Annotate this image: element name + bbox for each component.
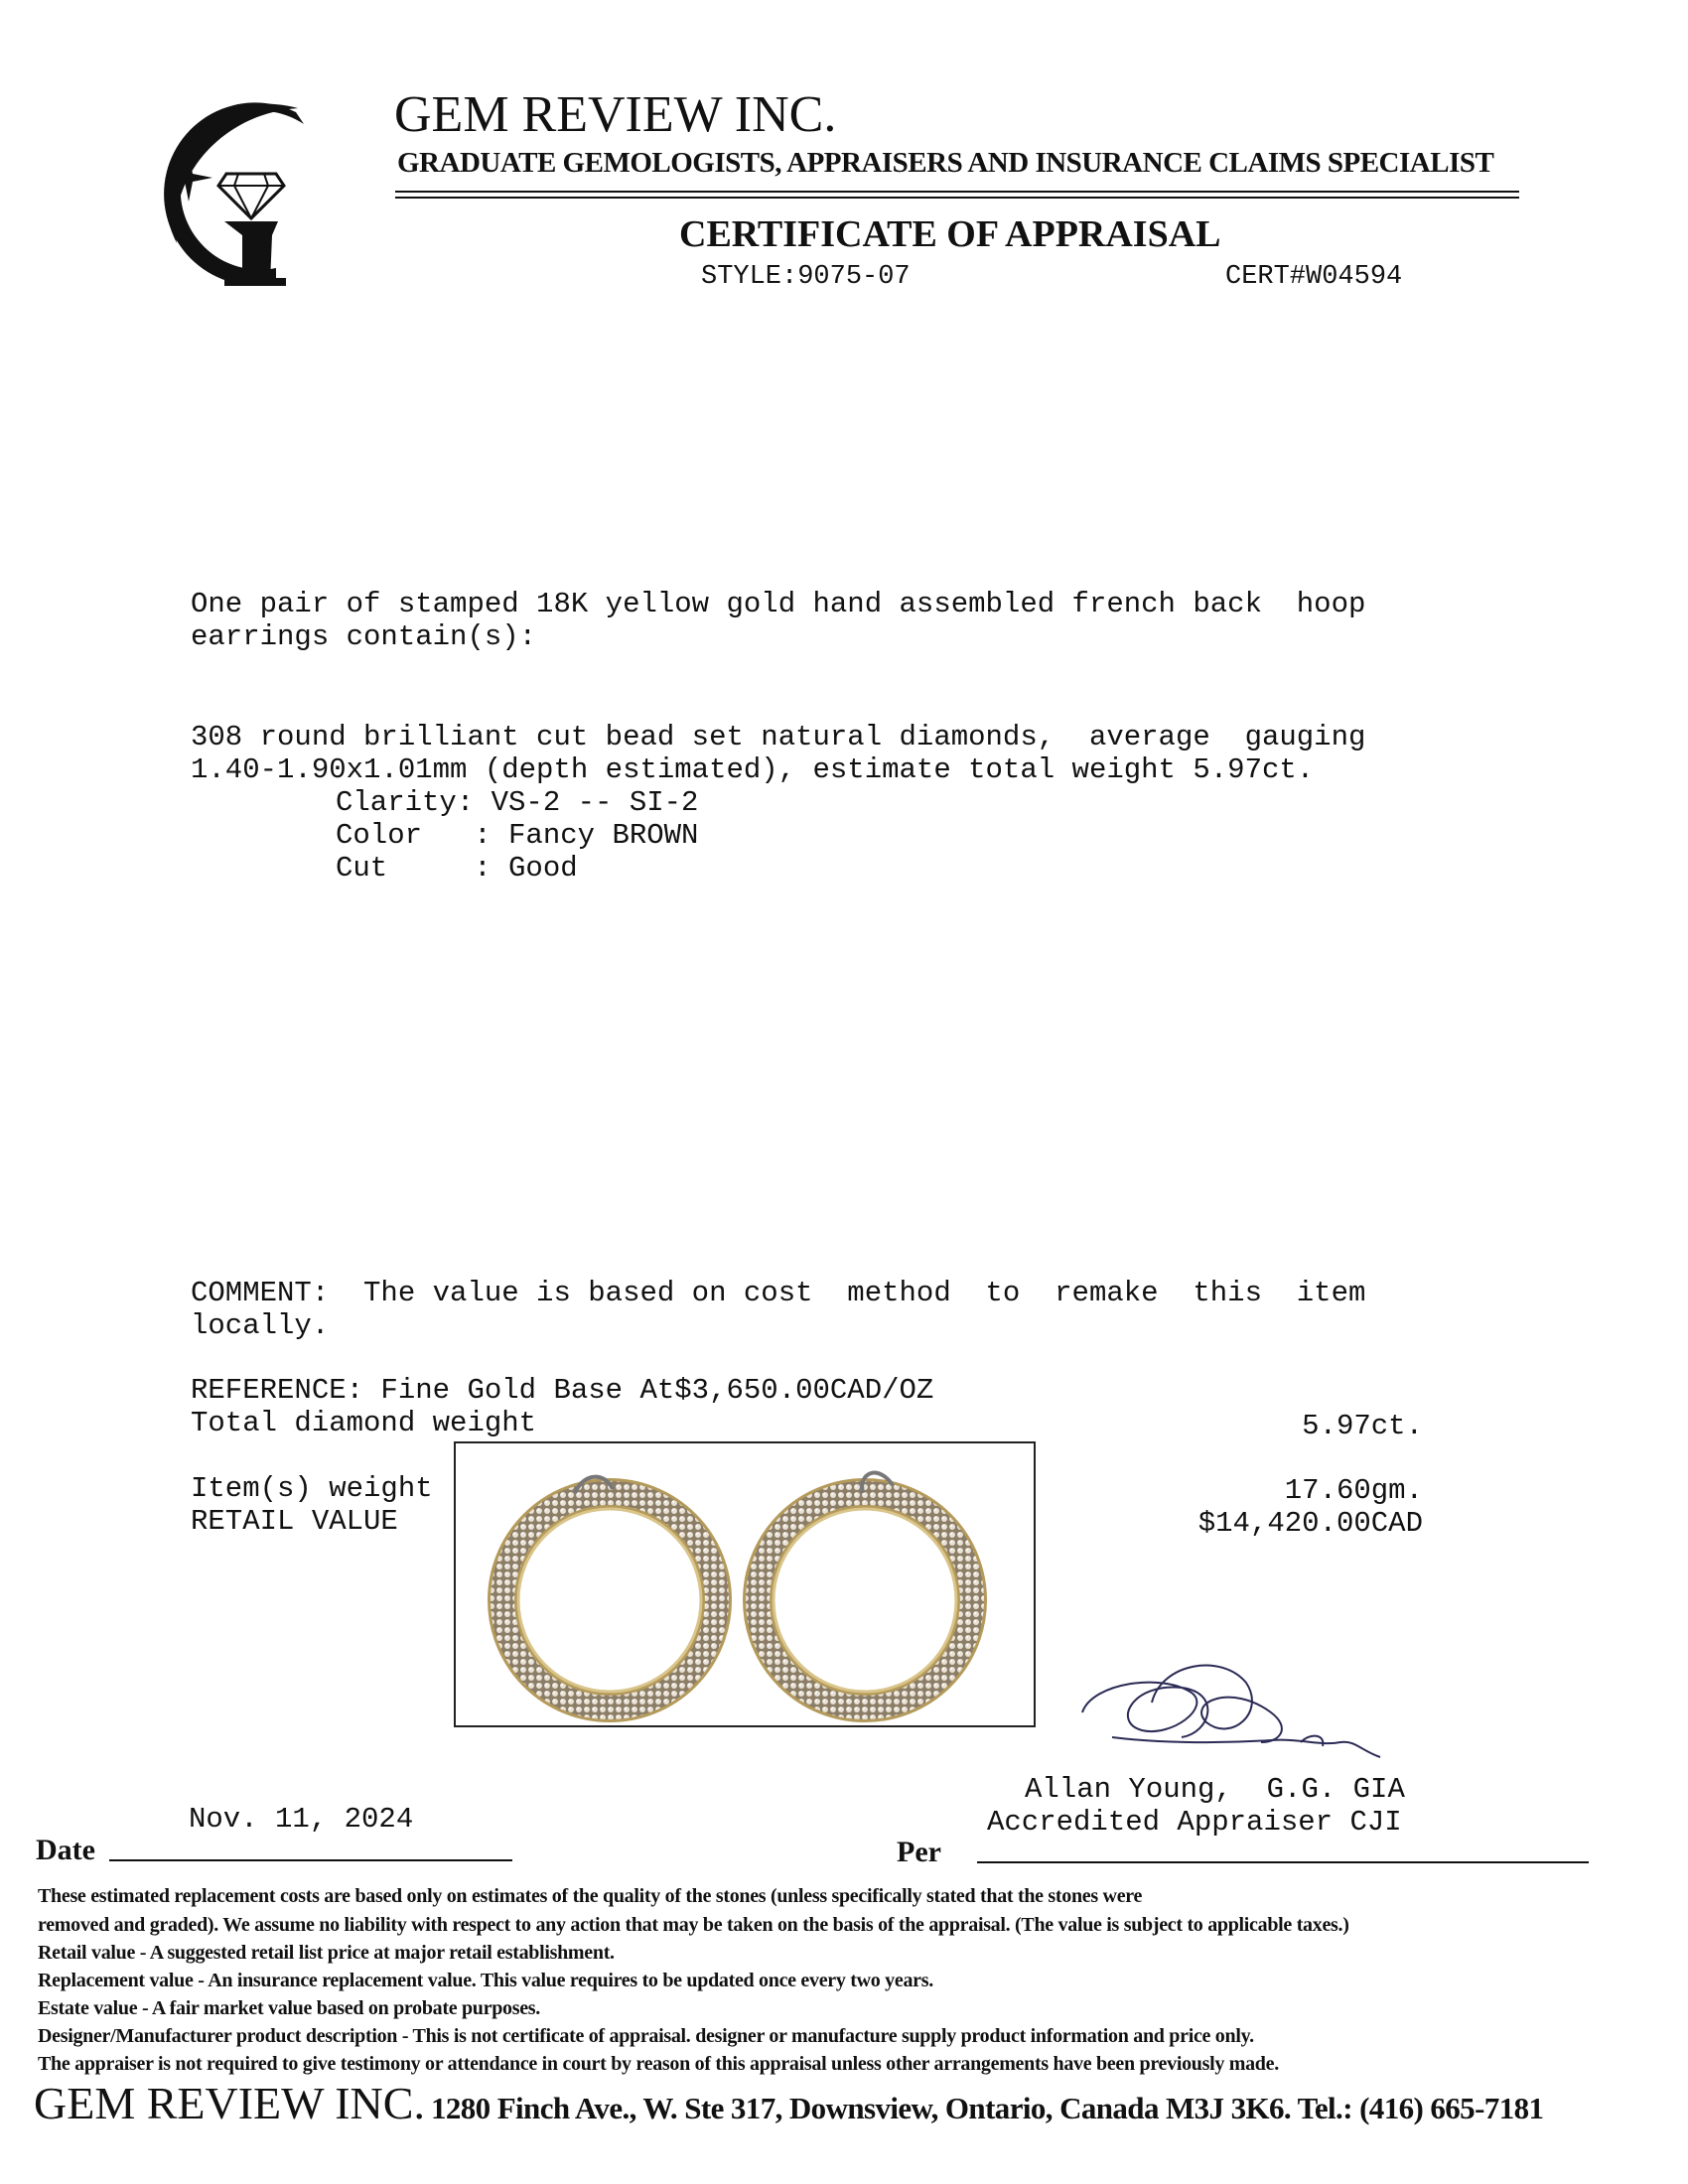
cut-grade: Cut : Good xyxy=(336,852,578,885)
clarity-grade: Clarity: VS-2 -- SI-2 xyxy=(336,786,699,819)
comment-text: locally. xyxy=(191,1309,330,1342)
company-tagline: GRADUATE GEMOLOGISTS, APPRAISERS AND INSURANCE CLAIMS SPECIALIST xyxy=(397,147,1494,179)
disclaimer-text: Replacement value - An insurance replacement value. This value requires to be updated once every two years. xyxy=(38,1970,933,1991)
color-grade: Color : Fancy BROWN xyxy=(336,819,699,852)
disclaimer-text: Designer/Manufacturer product description - This is not certificate of appraisal. designer or manufacture supply product information and price only. xyxy=(38,2025,1254,2047)
item-description: earrings contain(s): xyxy=(191,620,537,653)
certificate-title: CERTIFICATE OF APPRAISAL xyxy=(679,213,1221,255)
disclaimer-text: These estimated replacement costs are based only on estimates of the quality of the stones (unless specifically stated that the stones were xyxy=(38,1885,1143,1907)
header-rule xyxy=(395,197,1519,199)
per-label: Per xyxy=(897,1836,941,1868)
footer-address: 1280 Finch Ave., W. Ste 317, Downsview, Ontario, Canada M3J 3K6. Tel.: (416) 665-7181 xyxy=(430,2091,1544,2125)
item-description: One pair of stamped 18K yellow gold hand assembled french back hoop xyxy=(191,588,1366,620)
earrings-photo xyxy=(454,1441,1036,1727)
g-diamond-logo-icon xyxy=(147,94,336,293)
appraiser-signature xyxy=(1072,1643,1400,1772)
company-name: GEM REVIEW INC. xyxy=(394,86,837,143)
appraiser-credential: Accredited Appraiser CJI xyxy=(987,1806,1402,1839)
hoop-earrings-photo-icon xyxy=(456,1443,1034,1725)
reference-text: REFERENCE: Fine Gold Base At$3,650.00CAD/OZ xyxy=(191,1374,934,1407)
footer-company-name: GEM REVIEW INC. xyxy=(34,2078,425,2128)
appraiser-name: Allan Young, G.G. GIA xyxy=(1025,1773,1405,1806)
header-rule xyxy=(395,191,1519,193)
date-line xyxy=(109,1859,512,1861)
total-diamond-weight-label: Total diamond weight xyxy=(191,1407,537,1439)
stones-description: 1.40-1.90x1.01mm (depth estimated), estimate total weight 5.97ct. xyxy=(191,753,1315,786)
disclaimer-text: removed and graded). We assume no liability with respect to any action that may be taken on the basis of the appraisal. (The value is subject to applicable taxes.) xyxy=(38,1914,1349,1936)
appraisal-date: Nov. 11, 2024 xyxy=(189,1803,414,1836)
certificate-number: CERT#W04594 xyxy=(1225,262,1403,292)
disclaimer-text: Estate value - A fair market value based on probate purposes. xyxy=(38,1997,540,2019)
date-label: Date xyxy=(36,1834,95,1866)
disclaimer-text: The appraiser is not required to give testimony or attendance in court by reason of this appraisal unless other arrangements have been previously made. xyxy=(38,2053,1279,2075)
retail-value-label: RETAIL VALUE xyxy=(191,1505,398,1538)
retail-value-amount: $14,420.00CAD xyxy=(1197,1507,1423,1540)
comment-text: COMMENT: The value is based on cost method to remake this item xyxy=(191,1277,1366,1309)
style-number: STYLE:9075-07 xyxy=(701,262,911,292)
stones-description: 308 round brilliant cut bead set natural diamonds, average gauging xyxy=(191,721,1366,753)
item-weight-label: Item(s) weight xyxy=(191,1472,433,1505)
signature-line xyxy=(977,1861,1589,1863)
disclaimer-text: Retail value - A suggested retail list price at major retail establishment. xyxy=(38,1942,615,1964)
total-diamond-weight-value: 5.97ct. xyxy=(1302,1410,1423,1442)
footer xyxy=(34,2077,1543,2129)
item-weight-value: 17.60gm. xyxy=(1284,1474,1423,1507)
